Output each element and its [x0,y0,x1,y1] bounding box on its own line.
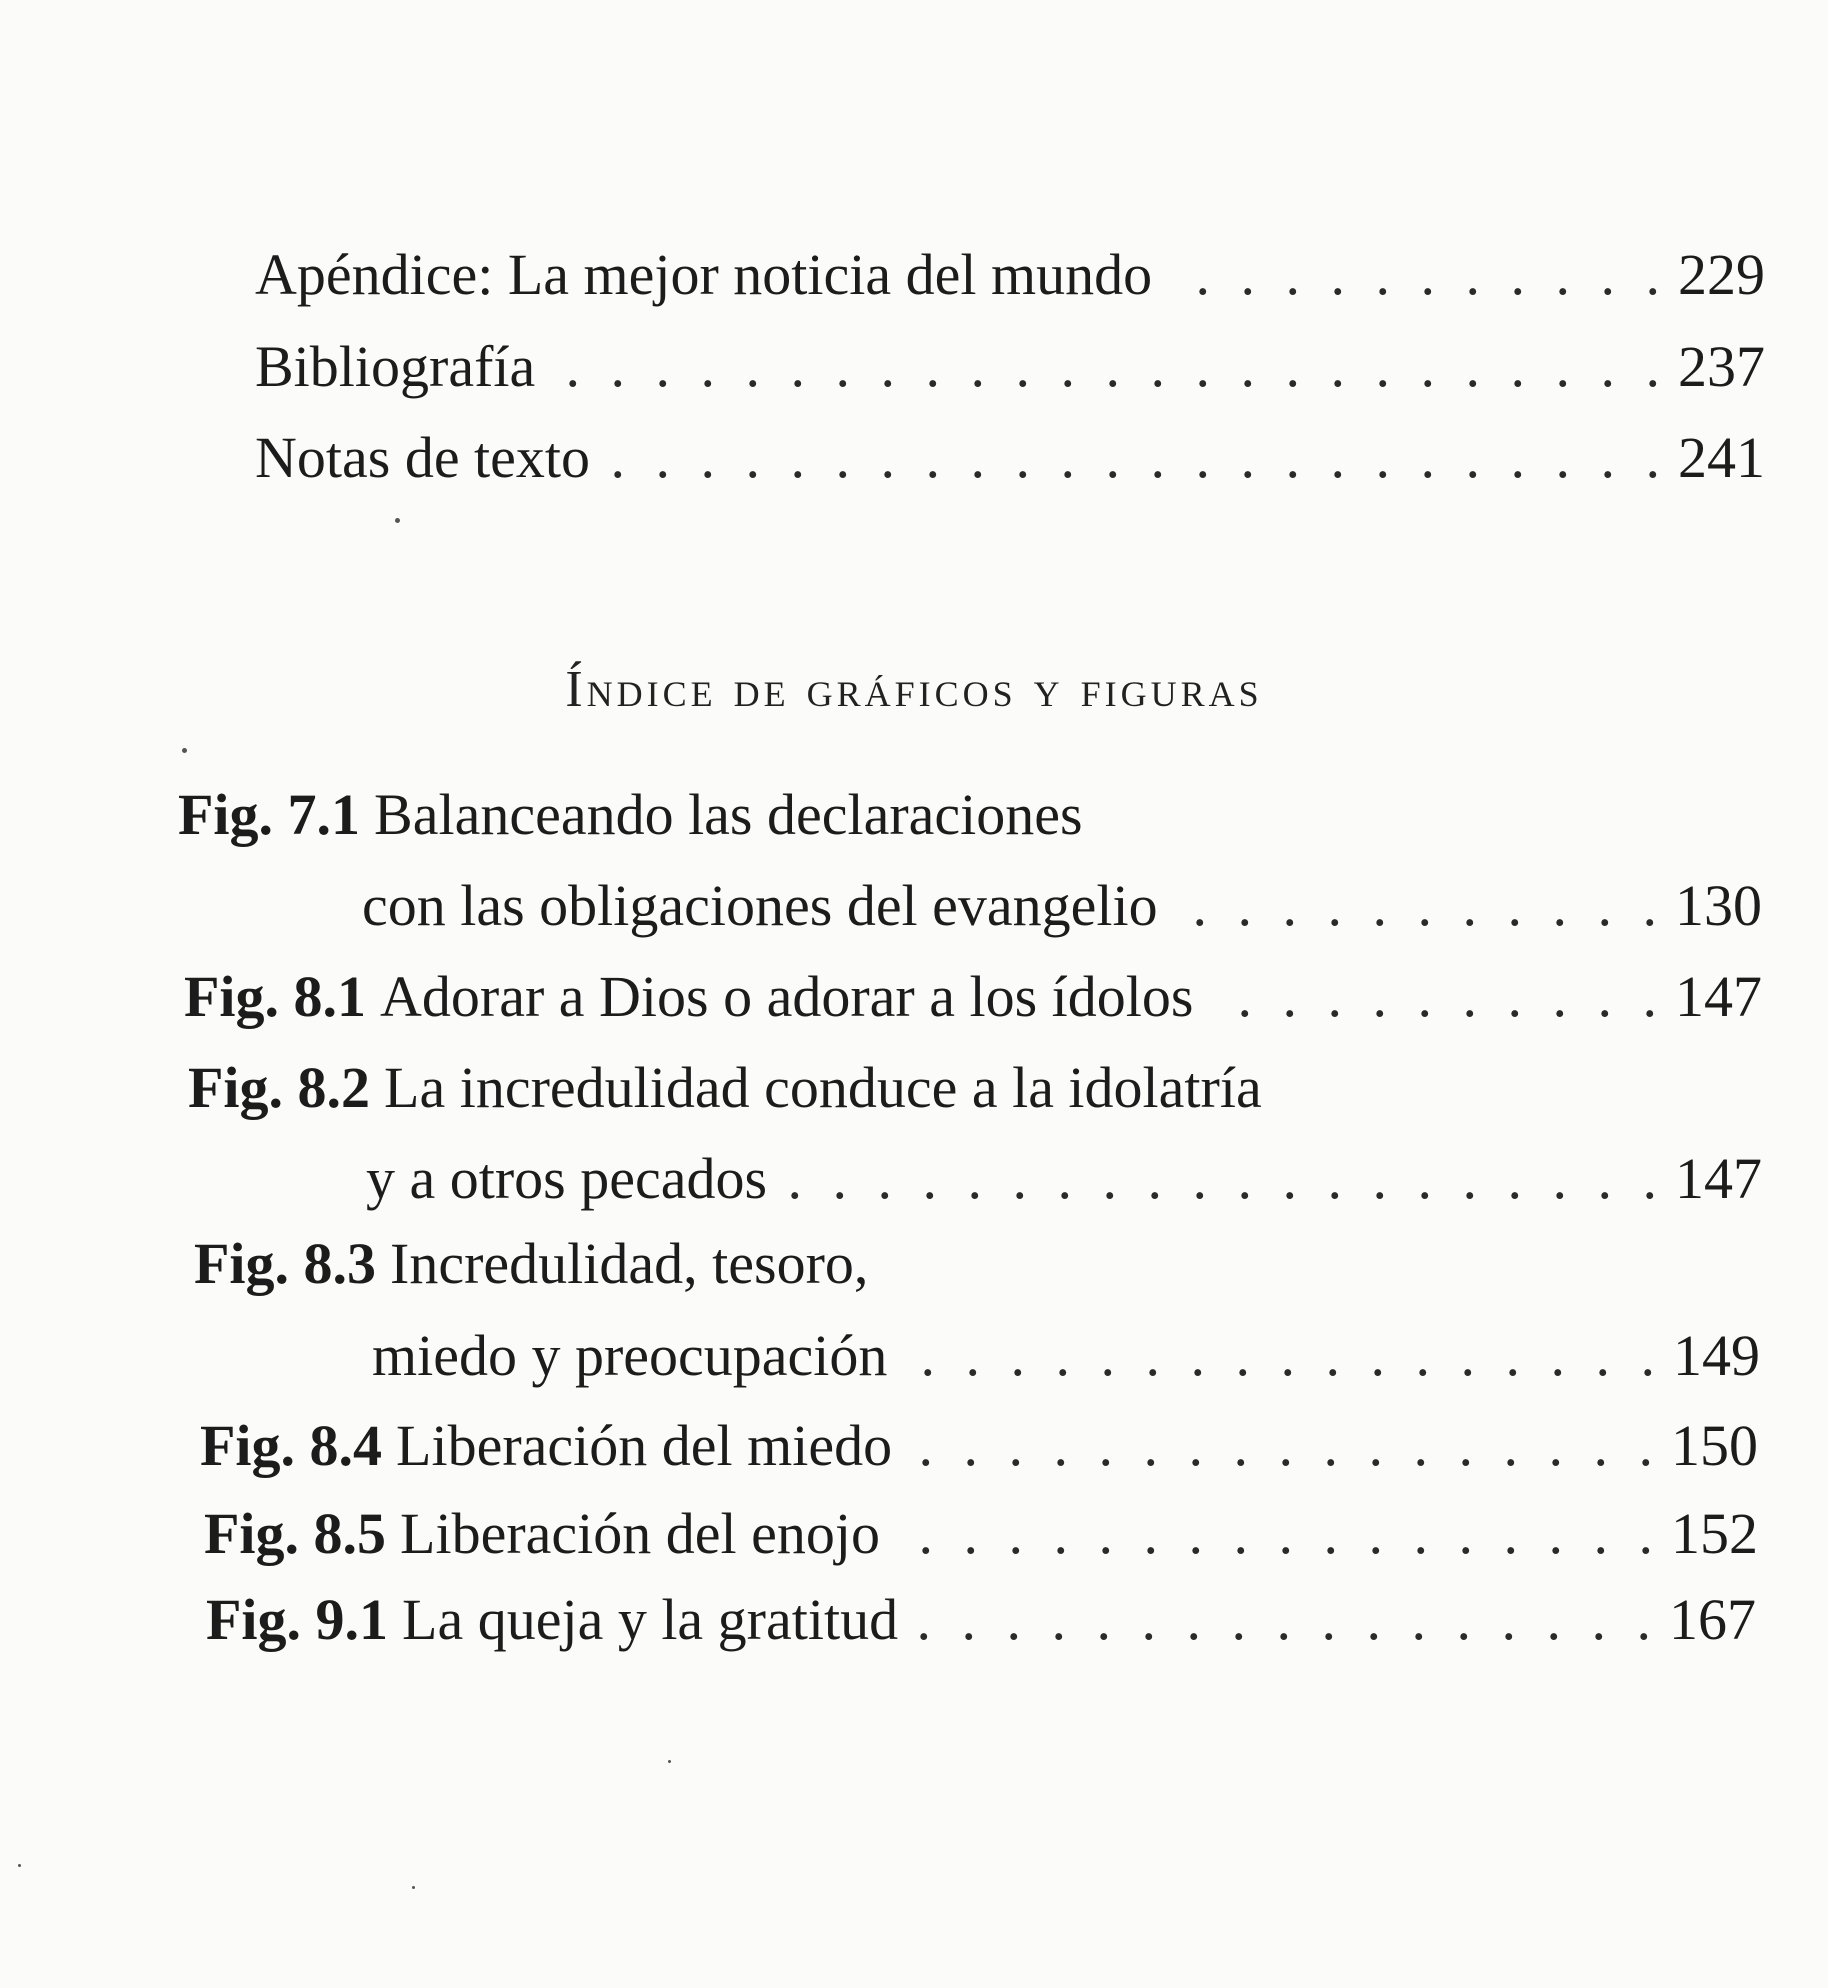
dot-leader [899,1316,1663,1396]
toc-entry-bibliography[interactable] [255,327,1765,407]
dot-leader [910,1580,1659,1660]
figure-title-line1: La queja y la gratitud [402,1587,899,1652]
figure-entry-7-1-line2[interactable] [362,866,1762,946]
scan-speck [668,1760,671,1763]
figure-entry-8-4[interactable] [200,1406,1758,1486]
figure-label: Fig. 8.4 [200,1413,383,1478]
figure-entry-8-5[interactable] [204,1494,1758,1574]
figure-title-line2: y a otros pecados [366,1146,768,1211]
section-heading: Índice de gráficos y figuras [565,661,1263,718]
figure-label: Fig. 8.3 [194,1231,377,1296]
figure-page: 149 [1673,1323,1760,1388]
toc-entry-page: 241 [1678,425,1765,490]
figure-title-line1: Incredulidad, tesoro, [390,1231,869,1296]
figure-page: 147 [1675,1146,1762,1211]
figure-entry-8-2-line1[interactable] [188,1048,1768,1128]
figure-label: Fig. 8.2 [188,1055,371,1120]
figure-entry-8-1[interactable] [184,957,1762,1037]
scan-speck [18,1864,21,1867]
scan-speck [412,1886,415,1889]
toc-entry-title: Bibliografía [255,334,536,399]
toc-entry-title: Notas de texto [255,425,591,490]
figure-title-line1: La incredulidad conduce a la idolatría [384,1055,1262,1120]
dot-leader [1205,957,1665,1037]
figure-label: Fig. 8.1 [184,964,367,1029]
figure-entry-7-1-line1[interactable] [178,775,1768,855]
figure-title-line1: Liberación del miedo [396,1413,893,1478]
figure-page: 130 [1675,873,1762,938]
toc-entry-page: 229 [1678,242,1765,307]
toc-entry-appendix[interactable] [255,235,1765,315]
figure-title-line1: Balanceando las declaraciones [374,782,1083,847]
figure-entry-8-3-line2[interactable] [372,1316,1760,1396]
figure-page: 152 [1671,1501,1758,1566]
toc-entry-title: Apéndice: La mejor noticia del mundo [255,242,1153,307]
figure-title-line2: miedo y preocupación [372,1323,888,1388]
figure-title-line1: Adorar a Dios o adorar a los ídolos [380,964,1194,1029]
dot-leader [602,418,1668,498]
scan-speck [182,748,187,753]
dot-leader [892,1494,1661,1574]
figure-entry-8-2-line2[interactable] [366,1139,1762,1219]
dot-leader [904,1406,1661,1486]
figure-entry-9-1[interactable] [206,1580,1756,1660]
figure-entry-8-3-line1[interactable] [194,1224,1764,1304]
dot-leader [547,327,1668,407]
figure-label: Fig. 7.1 [178,782,361,847]
toc-entry-notes[interactable] [255,418,1765,498]
figure-title-line1: Liberación del enojo [400,1501,880,1566]
figure-page: 167 [1669,1587,1756,1652]
figure-title-line2: con las obligaciones del evangelio [362,873,1158,938]
scan-speck [395,518,400,523]
figure-label: Fig. 8.5 [204,1501,387,1566]
dot-leader [779,1139,1665,1219]
dot-leader [1170,866,1665,946]
figure-page: 150 [1671,1413,1758,1478]
figure-page: 147 [1675,964,1762,1029]
figure-label: Fig. 9.1 [206,1587,389,1652]
dot-leader [1164,235,1668,315]
toc-entry-page: 237 [1678,334,1765,399]
